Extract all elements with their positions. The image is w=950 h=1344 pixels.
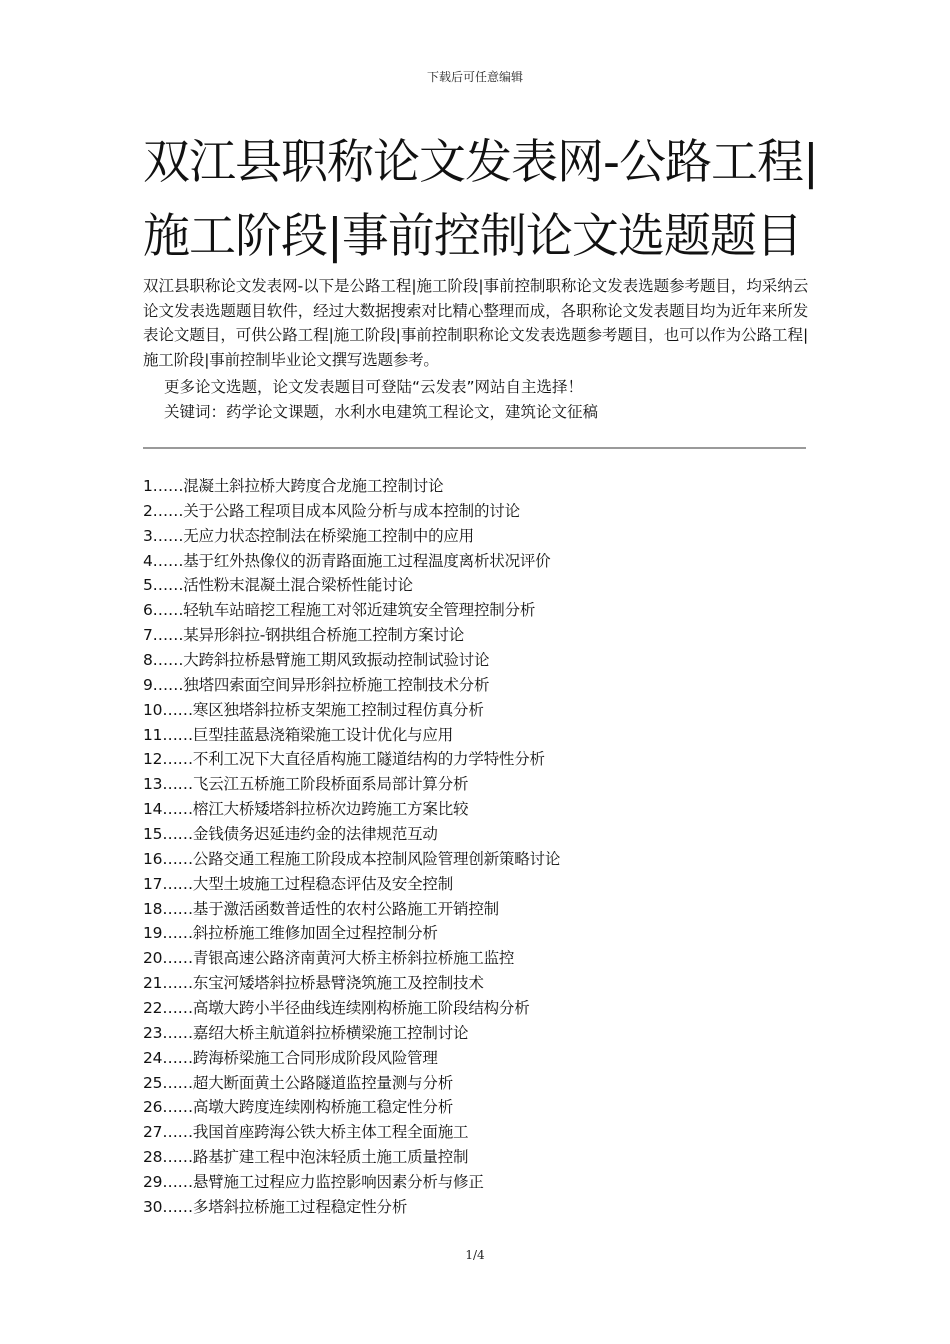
topic-item: 1……混凝土斜拉桥大跨度合龙施工控制讨论 <box>143 477 444 495</box>
keywords-line: 关键词：药学论文课题，水利水电建筑工程论文，建筑论文征稿 <box>164 403 599 421</box>
topic-item: 5……活性粉末混凝土混合梁桥性能讨论 <box>143 576 413 595</box>
topic-item: 9……独塔四索面空间异形斜拉桥施工控制技术分析 <box>143 675 490 694</box>
topic-item: 16……公路交通工程施工阶段成本控制风险管理创新策略讨论 <box>143 849 561 868</box>
topic-item: 11……巨型挂蓝悬浇箱梁施工设计优化与应用 <box>143 725 454 744</box>
topic-item: 3……无应力状态控制法在桥梁施工控制中的应用 <box>143 526 474 545</box>
topic-item: 10……寒区独塔斜拉桥支架施工控制过程仿真分析 <box>143 700 484 719</box>
document-title-line-1: 双江县职称论文发表网-公路工程| <box>143 135 818 190</box>
topic-item: 26……高墩大跨度连续刚构桥施工稳定性分析 <box>143 1098 454 1117</box>
topic-item: 29……悬臂施工过程应力监控影响因素分析与修正 <box>143 1173 484 1192</box>
topic-item: 23……嘉绍大桥主航道斜拉桥横梁施工控制讨论 <box>143 1023 469 1042</box>
topic-list <box>143 474 808 1220</box>
topic-item: 27……我国首座跨海公铁大桥主体工程全面施工 <box>143 1123 469 1142</box>
topic-item: 25……超大断面黄土公路隧道监控量测与分析 <box>143 1073 454 1092</box>
document-title-line-2: 施工阶段|事前控制论文选题题目 <box>143 209 802 264</box>
topic-item: 15……金钱债务迟延违约金的法律规范互动 <box>143 825 438 844</box>
intro-paragraph: 双江县职称论文发表网-以下是公路工程|施工阶段|事前控制职称论文发表选题参考题目，均采纳云论文发表选题题目软件，经过大数据搜索对比精心整理而成，各职称论文发表题目均为近年来所发表论文题目，可供公路工程|施工阶段|事前控制职称论文发表选题参考题目，也可以作为公路工程|施工阶段|事前控制毕业论文撰写选题参考。 <box>143 277 808 369</box>
topic-item: 13……飞云江五桥施工阶段桥面系局部计算分析 <box>143 775 469 794</box>
page-number: 1/4 <box>465 1248 485 1262</box>
section-divider <box>143 447 806 449</box>
document-title <box>143 126 823 274</box>
topic-item: 8……大跨斜拉桥悬臂施工期风致振动控制试验讨论 <box>143 651 490 670</box>
topic-item: 14……榕江大桥矮塔斜拉桥次边跨施工方案比较 <box>143 800 469 819</box>
more-topics-note: 更多论文选题，论文发表题目可登陆“云发表”网站自主选择！ <box>164 378 584 396</box>
topic-item: 28……路基扩建工程中泡沫轻质土施工质量控制 <box>143 1148 469 1167</box>
topic-item: 6……轻轨车站暗挖工程施工对邻近建筑安全管理控制分析 <box>143 601 536 620</box>
topic-item: 4……基于红外热像仪的沥青路面施工过程温度离析状况评价 <box>143 551 551 570</box>
topic-item: 17……大型土坡施工过程稳态评估及安全控制 <box>143 874 454 893</box>
topic-item: 2……关于公路工程项目成本风险分析与成本控制的讨论 <box>143 501 520 520</box>
topic-item: 12……不利工况下大直径盾构施工隧道结构的力学特性分析 <box>143 750 545 769</box>
page-header: 下载后可任意编辑 <box>426 70 523 84</box>
topic-item: 20……青银高速公路济南黄河大桥主桥斜拉桥施工监控 <box>143 949 515 968</box>
topic-item: 30……多塔斜拉桥施工过程稳定性分析 <box>143 1197 408 1216</box>
topic-item: 21……东宝河矮塔斜拉桥悬臂浇筑施工及控制技术 <box>143 974 484 993</box>
topic-item: 24……跨海桥梁施工合同形成阶段风险管理 <box>143 1048 438 1067</box>
topic-item: 18……基于激活函数普适性的农村公路施工开销控制 <box>143 899 499 918</box>
topic-item: 7……某异形斜拉-钢拱组合桥施工控制方案讨论 <box>143 626 465 645</box>
topic-item: 22……高墩大跨小半径曲线连续刚构桥施工阶段结构分析 <box>143 999 530 1018</box>
topic-item: 19……斜拉桥施工维修加固全过程控制分析 <box>143 924 438 943</box>
